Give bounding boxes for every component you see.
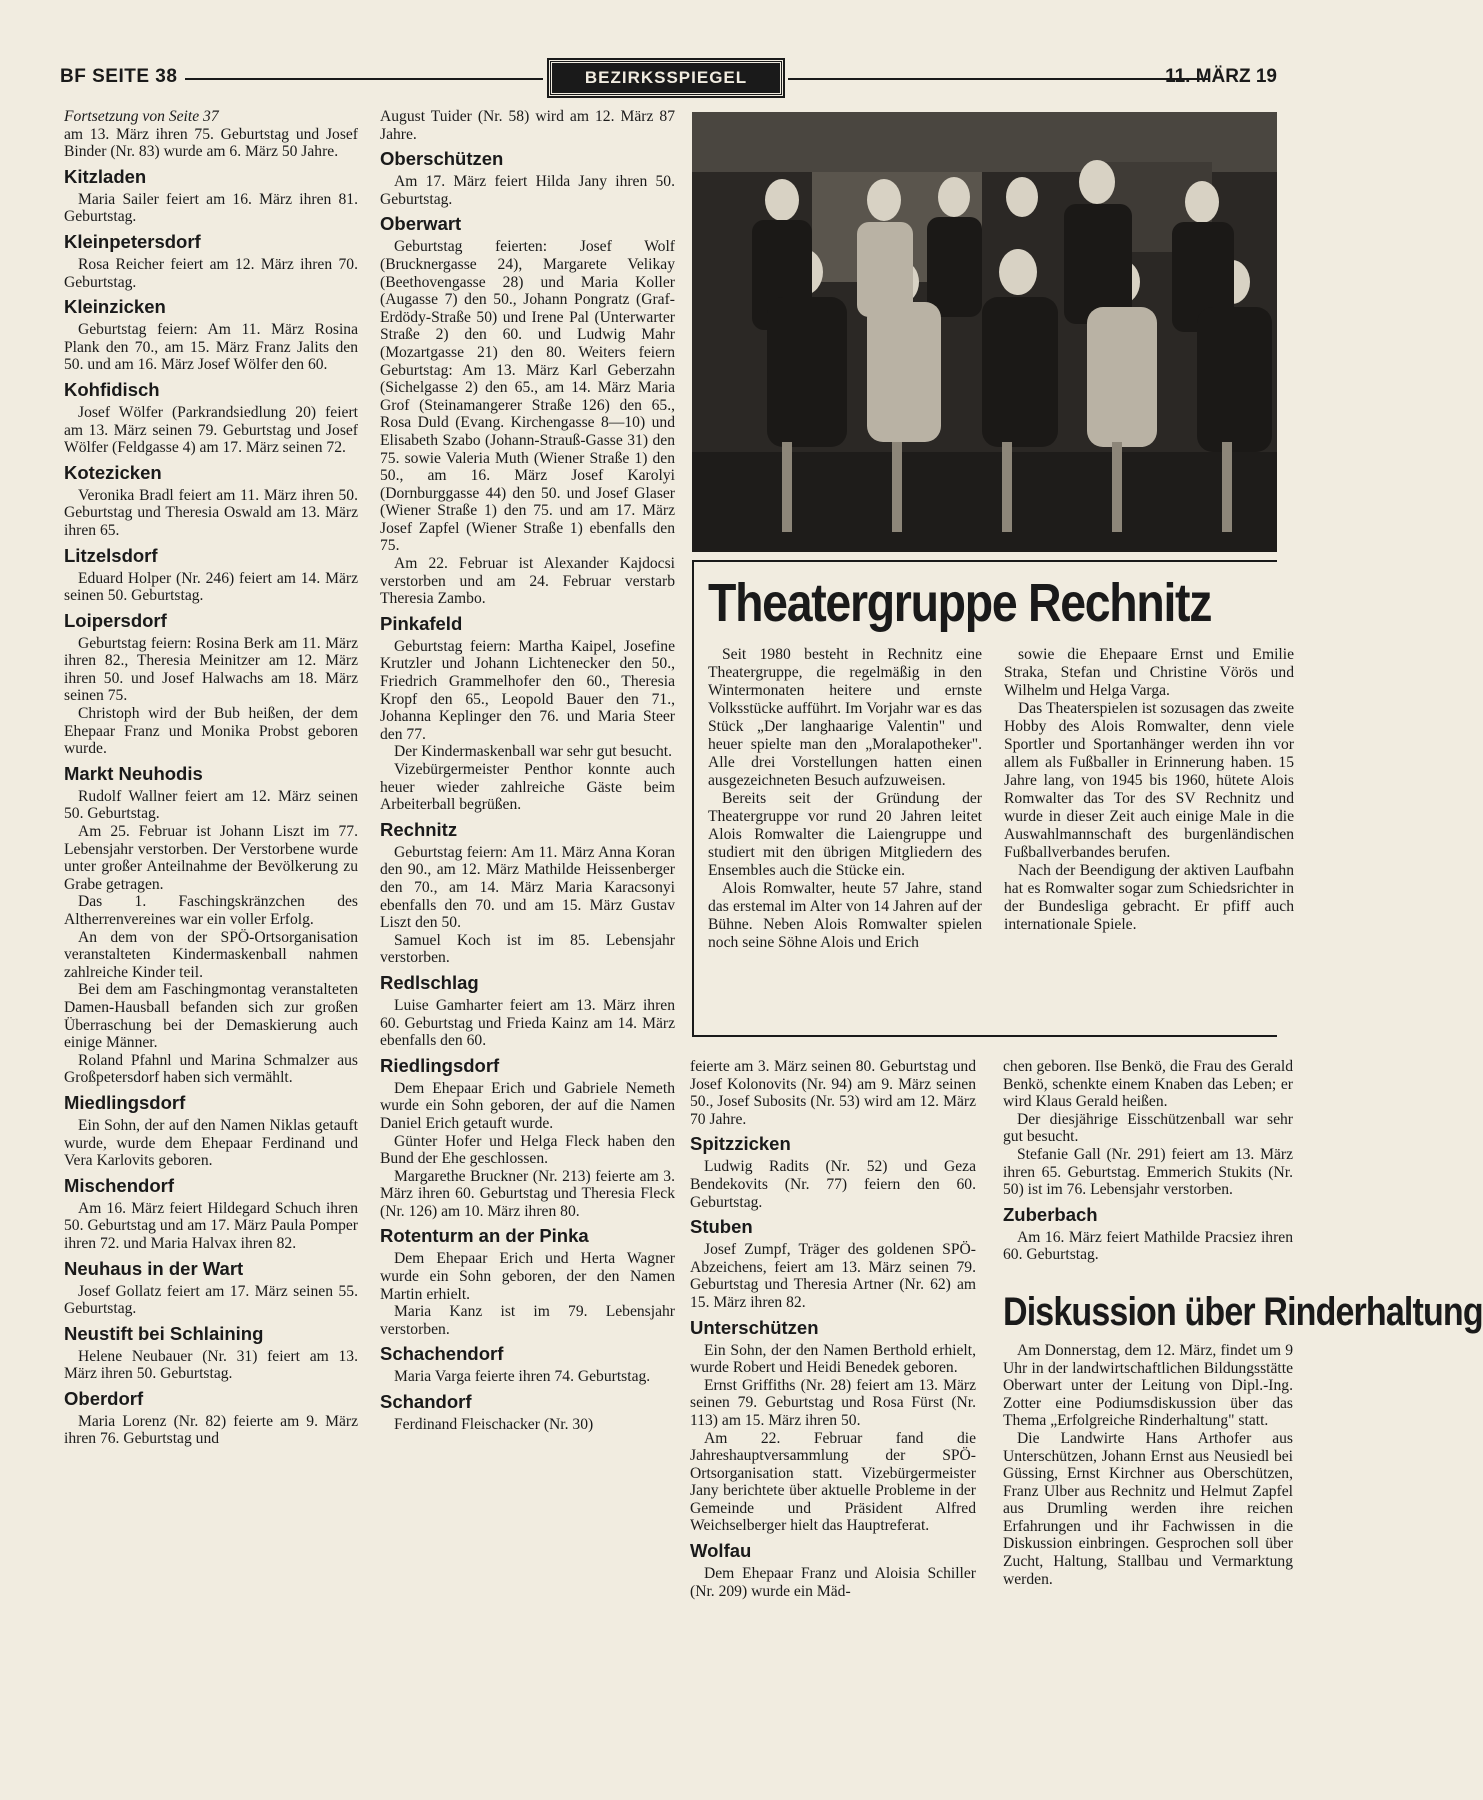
paragraph: Maria Varga feierte ihren 74. Geburtstag. xyxy=(394,1368,651,1386)
section-heading: Oberwart xyxy=(380,213,462,235)
section-heading: Kleinpetersdorf xyxy=(64,230,201,252)
page-header xyxy=(60,62,1277,92)
continuation-note: Fortsetzung von Seite 37 xyxy=(64,108,219,125)
paragraph: Geburtstag feierten: Josef Wolf (Brucknergasse 24), Margarete Velikay (Beethovengasse 28) und Maria Koller (Augasse 7) den 50., Johann Pongratz (Graf-Erdödy-Straße 50) und Irene Pal (Unterwarter Straße 2) den 60. und Ludwig Mahr (Mozartgasse 21) den 80. Weiters feiern Geburtstag: Am 13. März Karl Geberzahn (Sichelgasse 2) den 65., am 14. März Maria Grof (Steinamangerer Straße 126) den 65., Rosa Duld (Evang. Kirchengasse 8—10) und Elisabeth Szabo (Johann-Strauß-Gasse 31) den 75. sowie Valeria Muth (Wiener Straße 1) den 50., am 16. März Josef Karolyi (Dornburggasse 44) den 50. und Josef Glaser (Wiener Straße 1) den 75. und am 17. März Josef Zapfel (Wiener Straße 1) ebenfalls den 75. xyxy=(380,238,675,555)
paragraph: Am 16. März feiert Hildegard Schuch ihren 50. Geburtstag und am 17. März Paula Pomper ihren 72. und Maria Halvax ihren 82. xyxy=(64,1199,358,1252)
paragraph: Geburtstag feiern: Am 11. März Anna Koran den 90., am 12. März Mathilde Heissenberger den 70., am 14. März Maria Karacsonyi ebenfalls den 70. und am 15. März Gustav Liszt den 50. xyxy=(380,843,675,932)
paragraph: Roland Pfahnl und Marina Schmalzer aus Großpetersdorf haben sich vermählt. xyxy=(64,1051,358,1087)
section-heading: Rotenturm an der Pinka xyxy=(380,1225,589,1247)
paragraph: Das 1. Faschingskränzchen des Altherrenvereines war ein voller Erfolg. xyxy=(64,893,358,928)
section-heading: Pinkafeld xyxy=(380,612,463,634)
paragraph: Am 22. Februar ist Alexander Kajdocsi verstorben und am 24. Februar verstarb Theresia Zambo. xyxy=(380,555,675,608)
section-heading: Neuhaus in der Wart xyxy=(64,1257,244,1279)
section-heading: Kitzladen xyxy=(64,165,147,187)
paragraph: Günter Hofer und Helga Fleck haben den Bund der Ehe geschlossen. xyxy=(380,1132,675,1168)
section-heading: Zuberbach xyxy=(1003,1203,1098,1225)
section-heading: Redlschlag xyxy=(380,971,479,993)
section-heading: Litzelsdorf xyxy=(64,544,158,566)
paragraph: chen geboren. Ilse Benkö, die Frau des Gerald Benkö, schenkte einem Knaben das Leben; er wird Klaus Gerald heißen. xyxy=(1003,1058,1293,1111)
paragraph: Am Donnerstag, dem 12. März, findet um 9 Uhr in der landwirtschaftlichen Bildungsstätte Oberwart unter der Leitung von Dipl.-Ing. Zotter eine Podiumsdiskussion über das Thema „Erfolgreiche Rinderhaltung" statt. xyxy=(1003,1341,1293,1430)
section-heading: Kleinzicken xyxy=(64,296,166,318)
paragraph: An dem von der SPÖ-Ortsorganisation veranstalteten Kindermaskenball nahmen zahlreiche Kinder teil. xyxy=(64,928,358,981)
section-heading: Spitzzicken xyxy=(690,1133,791,1155)
paragraph: Am 22. Februar fand die Jahreshauptversammlung der SPÖ-Ortsorganisation statt. Vizebürgermeister Jany berichtete über aktuelle Probleme in der Gemeinde und Präsident Alfred Weichselberger hielt das Hauptreferat. xyxy=(690,1429,976,1535)
column-1 xyxy=(64,108,358,1448)
section-heading: Stuben xyxy=(690,1216,753,1238)
paragraph: Am 25. Februar ist Johann Liszt im 77. Lebensjahr verstorben. Der Verstorbene wurde unter großer Anteilnahme der Bevölkerung zu Grabe getragen. xyxy=(64,823,358,893)
paragraph: Dem Ehepaar Franz und Aloisia Schiller (Nr. 209) wurde ein Mäd- xyxy=(690,1565,976,1600)
paragraph: Veronika Bradl feiert am 11. März ihren 50. Geburtstag und Theresia Oswald am 13. März ihren 65. xyxy=(64,486,358,539)
paragraph: Der Kindermaskenball war sehr gut besucht. xyxy=(394,743,672,761)
paragraph: Christoph wird der Bub heißen, der dem Ehepaar Franz und Monika Probst geboren wurde. xyxy=(64,705,358,758)
paragraph: Luise Gamharter feiert am 13. März ihren 60. Geburtstag und Frieda Kainz am 14. März ebenfalls den 60. xyxy=(380,996,675,1050)
section-heading: Schachendorf xyxy=(380,1343,504,1365)
paragraph: Die Landwirte Hans Arthofer aus Unterschützen, Johann Ernst aus Neusiedl bei Güssing, Ernst Kirchner aus Oberschützen, Franz Ulber aus Rechnitz und Helmut Zapfel aus Drumling werden ihre reichen Erfahrungen und ihr Fachwissen in die Diskussion einbringen. Gesprochen soll über Zucht, Haltung, Stallbau und Vermarktung werden. xyxy=(1003,1429,1293,1588)
article-paragraph: Seit 1980 besteht in Rechnitz eine Theatergruppe, die regelmäßig in den Wintermonaten heitere und ernste Volksstücke aufführt. Im Vorjahr war es das Stück „Der langhaarige Valentin" und heuer spielte man den „Moralapotheker". Alle drei Vorstellungen hatten einen ausgezeichneten Besuch aufzuweisen. xyxy=(708,646,982,789)
section-heading: Rechnitz xyxy=(380,818,458,840)
article-paragraph: sowie die Ehepaare Ernst und Emilie Straka, Stefan und Christine Vörös und Wilhelm und Helga Varga. xyxy=(1004,646,1294,699)
article-paragraph: Alois Romwalter, heute 57 Jahre, stand das erstemal im Alter von 14 Jahren auf der Bühne. Neben Alois Romwalter spielen noch seine Söhne Alois und Erich xyxy=(708,880,982,951)
paragraph: feierte am 3. März seinen 80. Geburtstag und Josef Kolonovits (Nr. 94) am 9. März seinen 50., Josef Subosits (Nr. 53) wird am 12. März 70 Jahre. xyxy=(690,1058,976,1128)
paragraph: Maria Sailer feiert am 16. März ihren 81. Geburtstag. xyxy=(64,190,358,226)
section-heading: Unterschützen xyxy=(690,1316,819,1338)
paragraph: Geburtstag feiern: Rosina Berk am 11. März ihren 82., Theresia Meinitzer am 12. März ihren 50. und Josef Halwachs am 18. März seinen 75. xyxy=(64,634,358,705)
section-heading: Mischendorf xyxy=(64,1174,174,1196)
column-4-clip xyxy=(1000,1050,1483,1800)
paragraph: Helene Neubauer (Nr. 31) feiert am 13. März ihren 50. Geburtstag. xyxy=(64,1347,358,1383)
column-4 xyxy=(1003,1058,1483,1588)
paragraph: Vizebürgermeister Penthor konnte auch heuer wieder zahlreiche Gäste beim Arbeiterball begrüßen. xyxy=(380,761,675,814)
section-heading: Oberschützen xyxy=(380,148,504,170)
section-heading: Schandorf xyxy=(380,1391,472,1413)
paragraph: Rosa Reicher feiert am 12. März ihren 70. Geburtstag. xyxy=(64,255,358,291)
paragraph: Dem Ehepaar Erich und Herta Wagner wurde ein Sohn geboren, der den Namen Martin erhielt. xyxy=(380,1250,675,1303)
paragraph: Josef Gollatz feiert am 17. März seinen 55. Geburtstag. xyxy=(64,1282,358,1318)
article-title: Theatergruppe Rechnitz xyxy=(708,573,1212,633)
paragraph: Josef Wölfer (Parkrandsiedlung 20) feiert am 13. März seinen 79. Geburtstag und Josef Wölfer (Feldgasse 4) am 17. März seinen 72. xyxy=(64,403,358,457)
paragraph: Dem Ehepaar Erich und Gabriele Nemeth wurde ein Sohn geboren, der auf die Namen Daniel Erich getauft wurde. xyxy=(380,1079,675,1132)
paragraph: Ernst Griffiths (Nr. 28) feiert am 13. März seinen 79. Geburtstag und Rosa Fürst (Nr. 113) am 15. März ihren 50. xyxy=(690,1376,976,1429)
section-heading: Oberdorf xyxy=(64,1387,144,1409)
paragraph: August Tuider (Nr. 58) wird am 12. März 87 Jahre. xyxy=(380,108,675,143)
paragraph: Rudolf Wallner feiert am 12. März seinen 50. Geburtstag. xyxy=(64,787,358,823)
paragraph: Ein Sohn, der den Namen Berthold erhielt, wurde Robert und Heidi Benedek geboren. xyxy=(690,1341,976,1377)
paragraph: Ludwig Radits (Nr. 52) und Geza Bendekovits (Nr. 77) feiern den 60. Geburtstag. xyxy=(690,1158,976,1211)
section-heading: Markt Neuhodis xyxy=(64,762,203,784)
section-title: BEZIRKSSPIEGEL xyxy=(549,60,783,96)
paragraph: Josef Zumpf, Träger des goldenen SPÖ-Abzeichens, feiert am 13. März seinen 79. Geburtstag und Theresia Artner (Nr. 62) am 15. März ihren 82. xyxy=(690,1241,976,1311)
paragraph: Der diesjährige Eisschützenball war sehr gut besucht. xyxy=(1003,1110,1293,1146)
article-title: Diskussion über Rinderhaltung xyxy=(1003,1289,1483,1334)
paragraph: Margarethe Bruckner (Nr. 213) feierte am 3. März ihren 60. Geburtstag und Theresia Fleck (Nr. 126) am 10. März ihren 80. xyxy=(380,1167,675,1220)
paragraph: Am 17. März feiert Hilda Jany ihren 50. Geburtstag. xyxy=(380,173,675,208)
paragraph: Stefanie Gall (Nr. 291) feiert am 13. März ihren 65. Geburtstag. Emmerich Stukits (Nr. 50) ist im 76. Lebensjahr verstorben. xyxy=(1003,1145,1293,1199)
section-heading: Miedlingsdorf xyxy=(64,1091,186,1113)
paragraph: Maria Lorenz (Nr. 82) feierte am 9. März ihren 76. Geburtstag und xyxy=(64,1412,358,1448)
paragraph: Samuel Koch ist im 85. Lebensjahr verstorben. xyxy=(380,931,675,967)
article-column-right xyxy=(1004,646,1294,934)
section-heading: Kohfidisch xyxy=(64,378,160,400)
paragraph: Am 16. März feiert Mathilde Pracsiez ihren 60. Geburtstag. xyxy=(1003,1228,1293,1264)
page-number: BF SEITE 38 xyxy=(60,66,178,87)
paragraph: Geburtstag feiern: Am 11. März Rosina Plank den 70., am 15. März Franz Jalits den 50. und am 16. März Josef Wölfer den 60. xyxy=(64,321,358,374)
header-rule-left xyxy=(185,78,543,80)
paragraph: Eduard Holper (Nr. 246) feiert am 14. März seinen 50. Geburtstag. xyxy=(64,569,358,605)
paragraph: Maria Kanz ist im 79. Lebensjahr verstorben. xyxy=(380,1303,675,1338)
section-heading: Neustift bei Schlaining xyxy=(64,1322,264,1344)
header-rule-right xyxy=(788,78,1208,80)
section-heading: Kotezicken xyxy=(64,461,162,483)
section-heading: Wolfau xyxy=(690,1540,752,1562)
paragraph: Geburtstag feiern: Martha Kaipel, Josefine Krutzler und Johann Lichtenecker den 50., Friedrich Grammelhofer den 60., Theresia Kropf den 65., Leopold Bauer den 71., Johanna Keplinger den 76. und Maria Steer den 77. xyxy=(380,637,675,743)
paragraph: Ferdinand Fleischacker (Nr. 30) xyxy=(394,1416,594,1434)
theatre-article xyxy=(692,560,1294,1037)
article-column-left xyxy=(708,646,982,952)
theatre-group-photo xyxy=(692,112,1277,552)
paragraph: am 13. März ihren 75. Geburtstag und Josef Binder (Nr. 83) wurde am 6. März 50 Jahre. xyxy=(64,125,358,161)
article-paragraph: Nach der Beendigung der aktiven Laufbahn hat es Romwalter sogar zum Schiedsrichter in der Bundesliga gebracht. Er pfiff auch internationale Spiele. xyxy=(1004,862,1294,933)
article-paragraph: Das Theaterspielen ist sozusagen das zweite Hobby des Alois Romwalter, denn viele Sportler und Sportanhänger werden ihn vor allem als Fußballer in Erinnerung haben. 15 Jahre lang, von 1945 bis 1960, hütete Alois Romwalter das Tor des SV Rechnitz und wurde in dieser Zeit auch einige Male in die Auswahlmannschaft des burgenländischen Fußballverbandes berufen. xyxy=(1004,700,1294,861)
column-3 xyxy=(690,1058,976,1600)
column-2 xyxy=(380,108,675,1434)
paragraph: Bei dem am Faschingmontag veranstalteten Damen-Hausball befanden sich zur großen Überraschung bei der Demaskierung auch einige Männer. xyxy=(64,981,358,1052)
issue-date: 11. MÄRZ 19 xyxy=(1165,66,1277,87)
section-heading: Riedlingsdorf xyxy=(380,1054,500,1076)
section-heading: Loipersdorf xyxy=(64,609,167,631)
article-paragraph: Bereits seit der Gründung der Theatergruppe vor rund 20 Jahren leitet Alois Romwalter die Laiengruppe und studiert mit den übrigen Mitgliedern des Ensembles auch die Stücke ein. xyxy=(708,790,982,879)
paragraph: Ein Sohn, der auf den Namen Niklas getauft wurde, wurde dem Ehepaar Ferdinand und Vera Karlovits geboren. xyxy=(64,1116,358,1170)
